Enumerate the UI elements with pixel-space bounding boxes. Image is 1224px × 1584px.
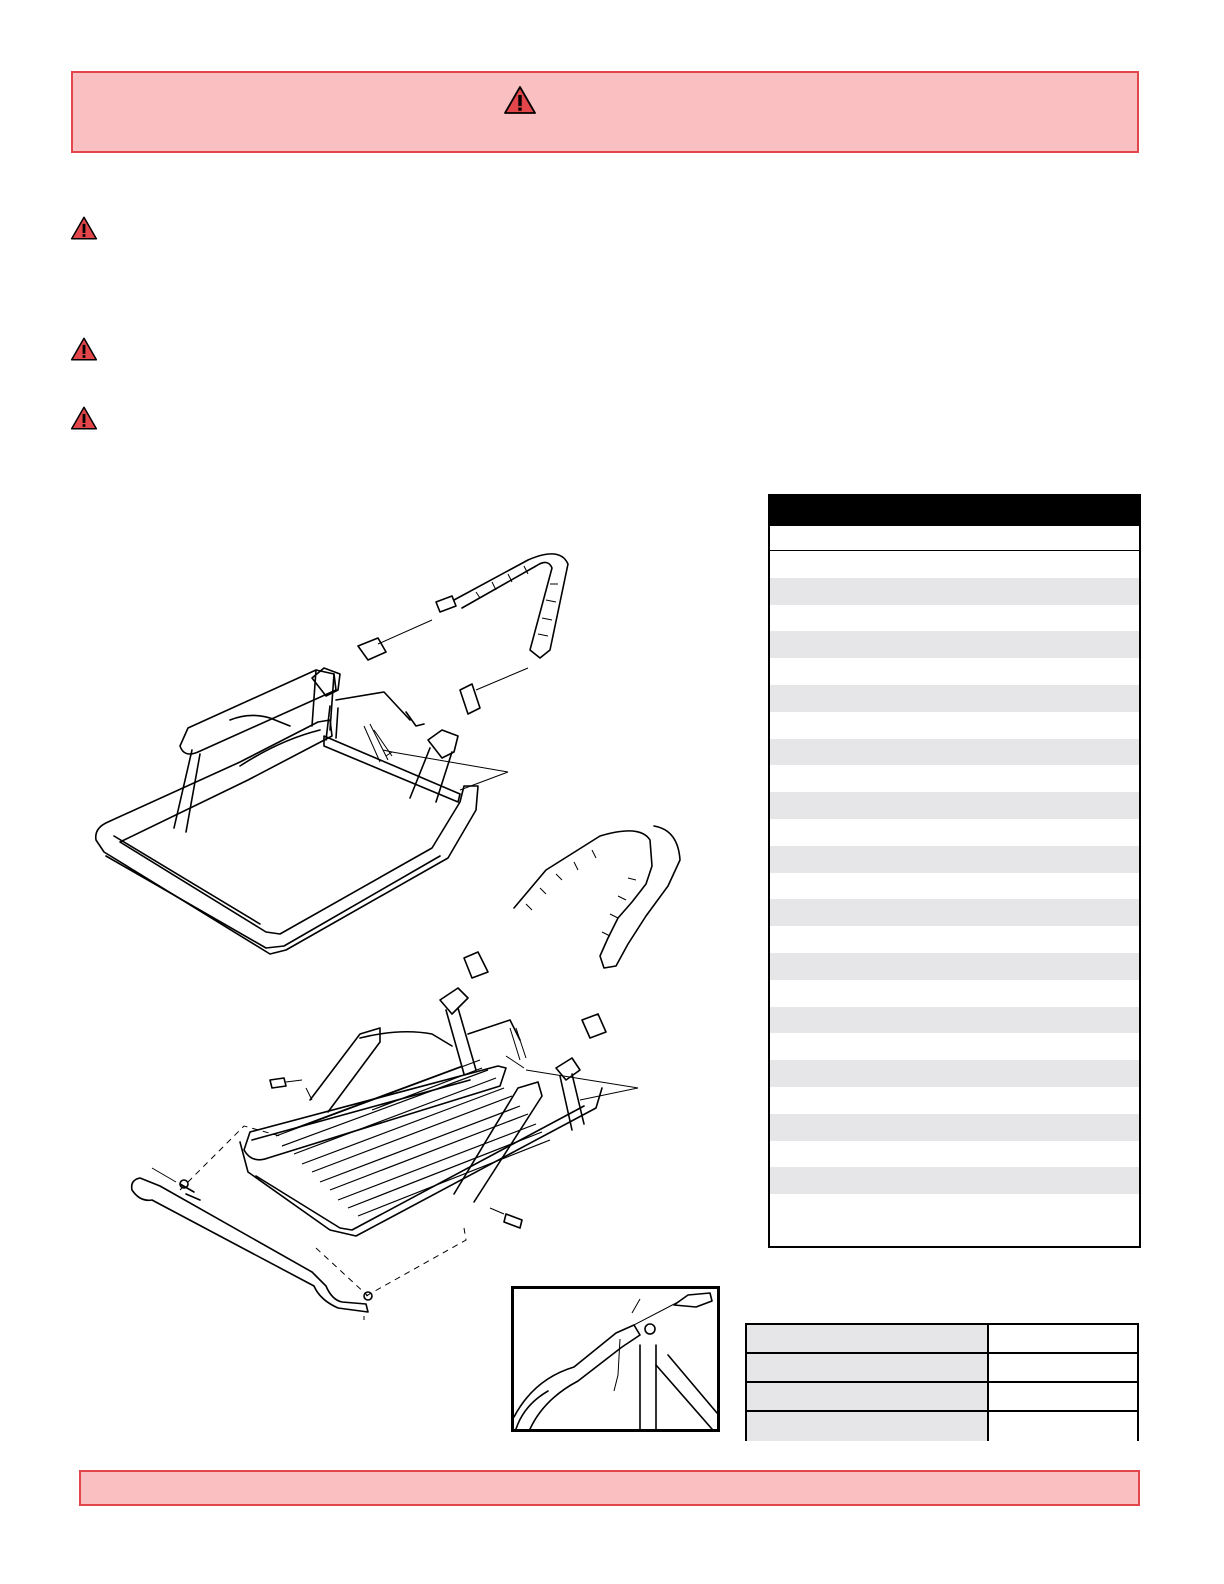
table-row [770,631,1139,658]
parts-table-subheader [770,526,1139,551]
detail-inset [511,1286,720,1432]
table-row [770,765,1139,792]
table-row [747,1354,1137,1383]
table-row [770,578,1139,605]
parts-table-header [770,496,1139,526]
table-row [770,899,1139,926]
table-row [770,1087,1139,1114]
table-row [770,953,1139,980]
table-row [770,739,1139,766]
table-row [770,1167,1139,1194]
table-row [770,926,1139,953]
table-row [747,1383,1137,1412]
table-row [770,1060,1139,1087]
top-warning-banner [71,71,1139,153]
table-row [770,792,1139,819]
warning-triangle-icon [70,405,98,436]
table-row [770,712,1139,739]
table-row [770,1114,1139,1141]
table-row [770,658,1139,685]
table-row [770,551,1139,578]
warning-triangle-icon [70,215,98,246]
table-row [747,1412,1137,1441]
assembly-diagram [80,540,740,1320]
spec-table [745,1323,1139,1441]
parts-list-table [768,494,1141,1248]
table-row [770,873,1139,900]
warning-triangle-icon [503,85,537,120]
table-row [747,1325,1137,1354]
table-row [770,1007,1139,1034]
table-row [770,1141,1139,1168]
table-row [770,605,1139,632]
table-row [770,1033,1139,1060]
warning-triangle-icon [70,336,98,367]
table-row [770,819,1139,846]
bottom-warning-banner [79,1470,1140,1506]
table-row [770,980,1139,1007]
table-row [770,685,1139,712]
upper-seat-frame [96,554,568,954]
table-row [770,846,1139,873]
